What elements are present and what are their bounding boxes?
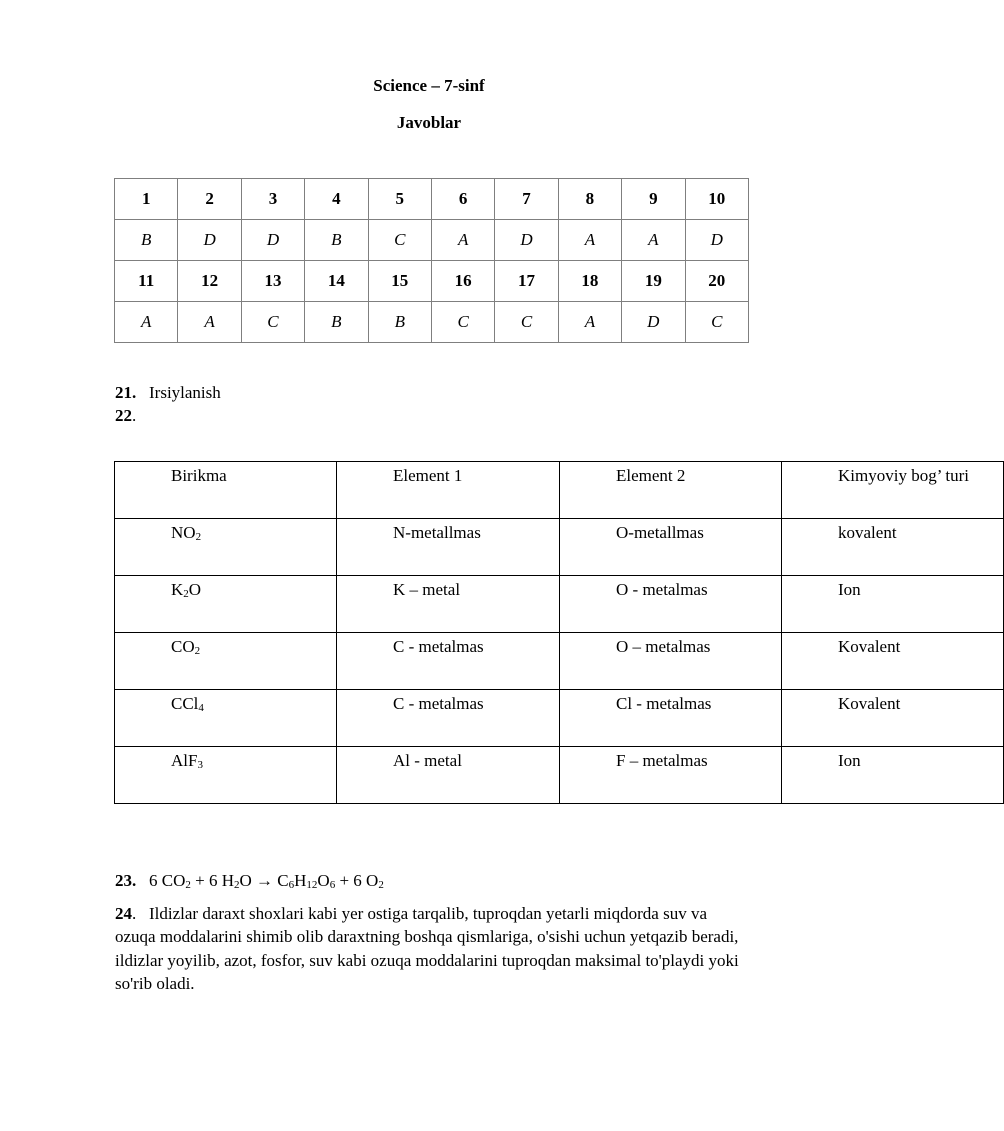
question-24	[115, 902, 745, 995]
compound-row	[115, 747, 1004, 804]
answer-letter-cell: A	[558, 220, 621, 261]
question-number-cell: 14	[305, 261, 368, 302]
question-number-cell: 8	[558, 179, 621, 220]
question-21-answer: Irsiylanish	[149, 383, 221, 402]
question-number-cell: 10	[685, 179, 748, 220]
element-1-cell: C - metalmas	[337, 633, 560, 690]
bond-type-cell: Ion	[782, 576, 1004, 633]
element-1-cell: K – metal	[337, 576, 560, 633]
question-number-cell: 11	[115, 261, 178, 302]
bond-type-cell: Kovalent	[782, 633, 1004, 690]
equation: 6 $CO_2 + 6$ $H_2O \to C_6H_{12}O_6 + 6$ $O_2$	[149, 871, 384, 891]
question-22-number: 22	[115, 406, 132, 425]
question-24-answer: Ildizlar daraxt shoxlari kabi yer ostiga tarqalib, tuproqdan yetarli miqdorda suv va ozuqa moddalarini shimib olib daraxtning boshqa qismlariga, o'sishi uchun yetqazib beradi, ildizlar yoyilib, azot, fosfor, suv kabi ozuqa moddalarini tuproqdan maksimal to'playdi yoki so'rib oladi.	[115, 904, 739, 993]
question-21-number: 21.	[115, 383, 137, 402]
answer-letter-cell: A	[115, 302, 178, 343]
answer-letter-cell: D	[495, 220, 558, 261]
answer-key-letter-row	[115, 302, 749, 343]
answer-letter-cell: D	[178, 220, 241, 261]
question-22-suffix: .	[132, 406, 137, 425]
document-title: Science – 7-sinf	[373, 76, 485, 95]
question-21	[115, 381, 221, 404]
question-24-dot: .	[132, 904, 137, 923]
question-number-cell: 13	[241, 261, 304, 302]
compound-row	[115, 576, 1004, 633]
answer-letter-cell: A	[558, 302, 621, 343]
question-number-cell: 5	[368, 179, 431, 220]
answer-key-number-row	[115, 261, 749, 302]
compound-formula-cell: CCl$_4$	[115, 690, 337, 747]
question-number-cell: 4	[305, 179, 368, 220]
answer-letter-cell: B	[368, 302, 431, 343]
answer-letter-cell: C	[368, 220, 431, 261]
element-2-cell: O - metalmas	[560, 576, 782, 633]
answer-letter-cell: C	[431, 302, 494, 343]
compounds-table	[114, 461, 1004, 804]
compound-row	[115, 690, 1004, 747]
header-cell: Element 2	[560, 462, 782, 519]
answer-letter-cell: B	[115, 220, 178, 261]
compound-row	[115, 519, 1004, 576]
question-number-cell: 7	[495, 179, 558, 220]
question-number-cell: 3	[241, 179, 304, 220]
compound-formula-cell: AlF$_3$	[115, 747, 337, 804]
question-number-cell: 16	[431, 261, 494, 302]
answer-letter-cell: B	[305, 220, 368, 261]
bond-type-cell: Kovalent	[782, 690, 1004, 747]
question-number-cell: 20	[685, 261, 748, 302]
compounds-header-row	[115, 462, 1004, 519]
element-1-cell: Al - metal	[337, 747, 560, 804]
compound-formula-cell: $NO_2$	[115, 519, 337, 576]
question-24-number: 24	[115, 904, 132, 923]
question-number-cell: 12	[178, 261, 241, 302]
header-cell: Birikma	[115, 462, 337, 519]
answer-letter-cell: A	[622, 220, 685, 261]
header-cell: Kimyoviy bog’ turi	[782, 462, 1004, 519]
answer-key-table	[114, 178, 749, 343]
answer-letter-cell: A	[431, 220, 494, 261]
answer-letter-cell: C	[685, 302, 748, 343]
question-23	[115, 869, 384, 892]
question-22	[115, 404, 136, 427]
answer-letter-cell: D	[622, 302, 685, 343]
answer-letter-cell: D	[685, 220, 748, 261]
element-1-cell: N-metallmas	[337, 519, 560, 576]
answer-letter-cell: A	[178, 302, 241, 343]
element-2-cell: Cl - metalmas	[560, 690, 782, 747]
compound-row	[115, 633, 1004, 690]
question-number-cell: 15	[368, 261, 431, 302]
answer-letter-cell: D	[241, 220, 304, 261]
header-cell: Element 1	[337, 462, 560, 519]
answer-letter-cell: B	[305, 302, 368, 343]
bond-type-cell: kovalent	[782, 519, 1004, 576]
question-number-cell: 17	[495, 261, 558, 302]
document-subtitle: Javoblar	[396, 113, 462, 132]
element-1-cell: C - metalmas	[337, 690, 560, 747]
bond-type-cell: Ion	[782, 747, 1004, 804]
question-number-cell: 2	[178, 179, 241, 220]
element-2-cell: O-metallmas	[560, 519, 782, 576]
compound-formula-cell: $K_2O$	[115, 576, 337, 633]
element-2-cell: O – metalmas	[560, 633, 782, 690]
compound-formula-cell: $CO_2$	[115, 633, 337, 690]
question-23-number: 23.	[115, 871, 137, 890]
question-number-cell: 18	[558, 261, 621, 302]
answer-key-letter-row	[115, 220, 749, 261]
question-number-cell: 6	[431, 179, 494, 220]
question-number-cell: 9	[622, 179, 685, 220]
answer-letter-cell: C	[241, 302, 304, 343]
element-2-cell: F – metalmas	[560, 747, 782, 804]
answer-key-number-row	[115, 179, 749, 220]
question-number-cell: 19	[622, 261, 685, 302]
question-number-cell: 1	[115, 179, 178, 220]
answer-letter-cell: C	[495, 302, 558, 343]
